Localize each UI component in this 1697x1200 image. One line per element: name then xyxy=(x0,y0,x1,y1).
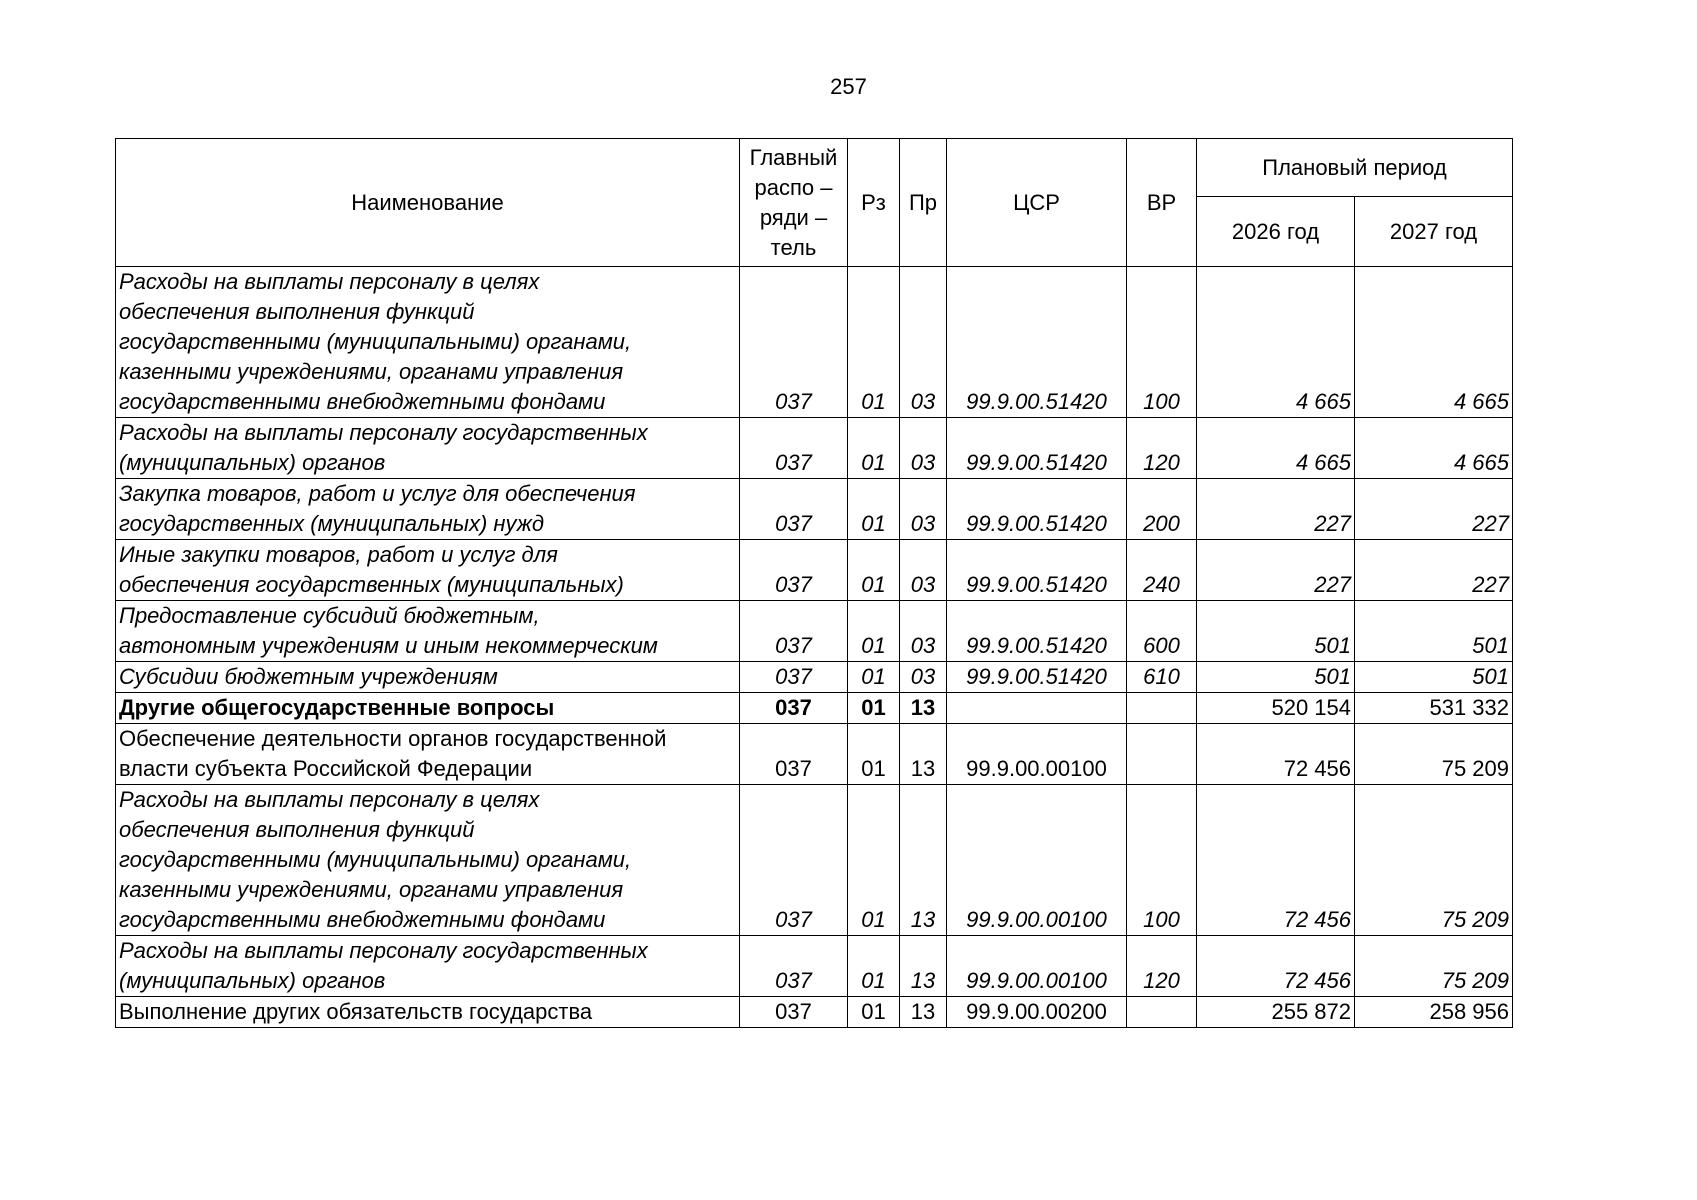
row-gr: 037 xyxy=(740,540,848,601)
row-gr: 037 xyxy=(740,418,848,479)
row-vr: 610 xyxy=(1127,662,1197,693)
row-name xyxy=(116,693,740,724)
row-amount-2026: 501 xyxy=(1197,601,1355,662)
row-name-line: Иные закупки товаров, работ и услуг для xyxy=(119,542,558,567)
row-pr: 03 xyxy=(900,662,947,693)
row-csr: 99.9.00.00100 xyxy=(947,785,1127,936)
row-amount-2026: 255 872 xyxy=(1197,997,1355,1028)
row-amount-2027: 227 xyxy=(1355,540,1513,601)
row-csr: 99.9.00.51420 xyxy=(947,540,1127,601)
row-name-line: автономным учреждениям и иным некоммерческим xyxy=(119,633,658,658)
row-vr xyxy=(1127,724,1197,785)
row-pr: 13 xyxy=(900,997,947,1028)
row-gr: 037 xyxy=(740,662,848,693)
row-amount-2026: 4 665 xyxy=(1197,418,1355,479)
row-csr: 99.9.00.51420 xyxy=(947,418,1127,479)
row-name-line: казенными учреждениями, органами управления xyxy=(119,359,624,384)
table-row xyxy=(116,418,1513,479)
table-row xyxy=(116,601,1513,662)
row-rz: 01 xyxy=(848,936,900,997)
row-amount-2027: 4 665 xyxy=(1355,418,1513,479)
row-vr: 200 xyxy=(1127,479,1197,540)
row-amount-2027: 4 665 xyxy=(1355,267,1513,418)
row-name-line: Другие общегосударственные вопросы xyxy=(119,695,555,720)
row-rz: 01 xyxy=(848,540,900,601)
header-vr: ВР xyxy=(1127,139,1197,267)
page-number: 257 xyxy=(830,74,867,99)
row-amount-2027: 258 956 xyxy=(1355,997,1513,1028)
row-name-line: государственными внебюджетными фондами xyxy=(119,907,606,932)
row-pr: 03 xyxy=(900,418,947,479)
row-rz: 01 xyxy=(848,479,900,540)
row-name xyxy=(116,601,740,662)
row-rz: 01 xyxy=(848,693,900,724)
row-name-line: государственными (муниципальными) органами, xyxy=(119,847,632,872)
header-pr: Пр xyxy=(900,139,947,267)
header-gr-line: Главный xyxy=(749,144,838,170)
row-amount-2027: 227 xyxy=(1355,479,1513,540)
row-name-line: власти субъекта Российской Федерации xyxy=(119,756,533,781)
budget-table xyxy=(115,138,1513,1028)
row-amount-2026: 501 xyxy=(1197,662,1355,693)
row-name xyxy=(116,418,740,479)
row-csr: 99.9.00.00100 xyxy=(947,724,1127,785)
row-amount-2026: 72 456 xyxy=(1197,936,1355,997)
row-vr: 120 xyxy=(1127,936,1197,997)
row-name xyxy=(116,662,740,693)
row-gr: 037 xyxy=(740,601,848,662)
row-name-line: обеспечения государственных (муниципальных) xyxy=(119,572,624,597)
row-name-line: государственных (муниципальных) нужд xyxy=(119,511,545,536)
row-csr: 99.9.00.00100 xyxy=(947,936,1127,997)
row-name xyxy=(116,479,740,540)
row-rz: 01 xyxy=(848,662,900,693)
row-csr: 99.9.00.51420 xyxy=(947,267,1127,418)
row-amount-2027: 75 209 xyxy=(1355,936,1513,997)
table-row xyxy=(116,267,1513,418)
row-name-line: государственными внебюджетными фондами xyxy=(119,389,606,414)
row-csr: 99.9.00.51420 xyxy=(947,662,1127,693)
row-name-line: Расходы на выплаты персоналу государственных xyxy=(119,938,648,963)
row-amount-2026: 227 xyxy=(1197,479,1355,540)
table-row xyxy=(116,479,1513,540)
row-name-line: Выполнение других обязательств государства xyxy=(119,999,593,1024)
row-pr: 03 xyxy=(900,479,947,540)
row-name-line: Субсидии бюджетным учреждениям xyxy=(119,664,498,689)
row-name xyxy=(116,724,740,785)
row-rz: 01 xyxy=(848,418,900,479)
header-year-2027: 2027 год xyxy=(1355,197,1513,267)
row-name xyxy=(116,267,740,418)
header-rz: Рз xyxy=(848,139,900,267)
row-csr: 99.9.00.51420 xyxy=(947,479,1127,540)
row-vr xyxy=(1127,997,1197,1028)
header-gr-line: ряди – xyxy=(759,204,828,230)
row-gr: 037 xyxy=(740,785,848,936)
row-vr xyxy=(1127,693,1197,724)
row-rz: 01 xyxy=(848,997,900,1028)
header-plan-period: Плановый период xyxy=(1197,139,1513,197)
row-name-line: Обеспечение деятельности органов государственной xyxy=(119,726,667,751)
row-name xyxy=(116,936,740,997)
row-pr: 03 xyxy=(900,601,947,662)
table-row xyxy=(116,724,1513,785)
row-amount-2026: 72 456 xyxy=(1197,724,1355,785)
row-pr: 03 xyxy=(900,540,947,601)
row-name-line: обеспечения выполнения функций xyxy=(119,817,475,842)
row-name xyxy=(116,540,740,601)
row-name-line: казенными учреждениями, органами управления xyxy=(119,877,624,902)
row-gr: 037 xyxy=(740,479,848,540)
table-body xyxy=(116,267,1513,1028)
row-name-line: Закупка товаров, работ и услуг для обеспечения xyxy=(119,481,636,506)
row-rz: 01 xyxy=(848,267,900,418)
row-name-line: (муниципальных) органов xyxy=(119,450,386,475)
row-amount-2027: 75 209 xyxy=(1355,724,1513,785)
row-gr: 037 xyxy=(740,693,848,724)
row-amount-2026: 72 456 xyxy=(1197,785,1355,936)
row-rz: 01 xyxy=(848,601,900,662)
table-row xyxy=(116,936,1513,997)
row-amount-2026: 520 154 xyxy=(1197,693,1355,724)
row-pr: 13 xyxy=(900,936,947,997)
table-row xyxy=(116,693,1513,724)
row-gr: 037 xyxy=(740,997,848,1028)
header-gr xyxy=(740,139,848,267)
header-gr-line: тель xyxy=(770,234,817,260)
row-amount-2027: 75 209 xyxy=(1355,785,1513,936)
row-gr: 037 xyxy=(740,936,848,997)
table-row xyxy=(116,785,1513,936)
header-gr-line: распо – xyxy=(754,174,833,200)
header-year-2026: 2026 год xyxy=(1197,197,1355,267)
row-name-line: государственными (муниципальными) органами, xyxy=(119,329,632,354)
row-amount-2026: 227 xyxy=(1197,540,1355,601)
row-gr: 037 xyxy=(740,724,848,785)
row-csr: 99.9.00.00200 xyxy=(947,997,1127,1028)
row-name-line: Расходы на выплаты персоналу в целях xyxy=(119,787,540,812)
row-rz: 01 xyxy=(848,724,900,785)
row-amount-2027: 501 xyxy=(1355,601,1513,662)
row-amount-2026: 4 665 xyxy=(1197,267,1355,418)
row-amount-2027: 501 xyxy=(1355,662,1513,693)
row-vr: 100 xyxy=(1127,785,1197,936)
row-vr: 240 xyxy=(1127,540,1197,601)
table-header xyxy=(116,139,1513,267)
row-vr: 120 xyxy=(1127,418,1197,479)
row-name-line: Расходы на выплаты персоналу в целях xyxy=(119,269,540,294)
table-row xyxy=(116,997,1513,1028)
row-name-line: Предоставление субсидий бюджетным, xyxy=(119,603,540,628)
row-name-line: Расходы на выплаты персоналу государственных xyxy=(119,420,648,445)
row-vr: 600 xyxy=(1127,601,1197,662)
row-name xyxy=(116,785,740,936)
table-row xyxy=(116,540,1513,601)
row-vr: 100 xyxy=(1127,267,1197,418)
row-rz: 01 xyxy=(848,785,900,936)
row-pr: 13 xyxy=(900,724,947,785)
row-csr: 99.9.00.51420 xyxy=(947,601,1127,662)
header-csr: ЦСР xyxy=(947,139,1127,267)
row-pr: 13 xyxy=(900,785,947,936)
table-row xyxy=(116,662,1513,693)
row-csr xyxy=(947,693,1127,724)
header-name: Наименование xyxy=(116,139,740,267)
row-name xyxy=(116,997,740,1028)
row-pr: 03 xyxy=(900,267,947,418)
row-gr: 037 xyxy=(740,267,848,418)
row-pr: 13 xyxy=(900,693,947,724)
row-amount-2027: 531 332 xyxy=(1355,693,1513,724)
row-name-line: обеспечения выполнения функций xyxy=(119,299,475,324)
row-name-line: (муниципальных) органов xyxy=(119,968,386,993)
